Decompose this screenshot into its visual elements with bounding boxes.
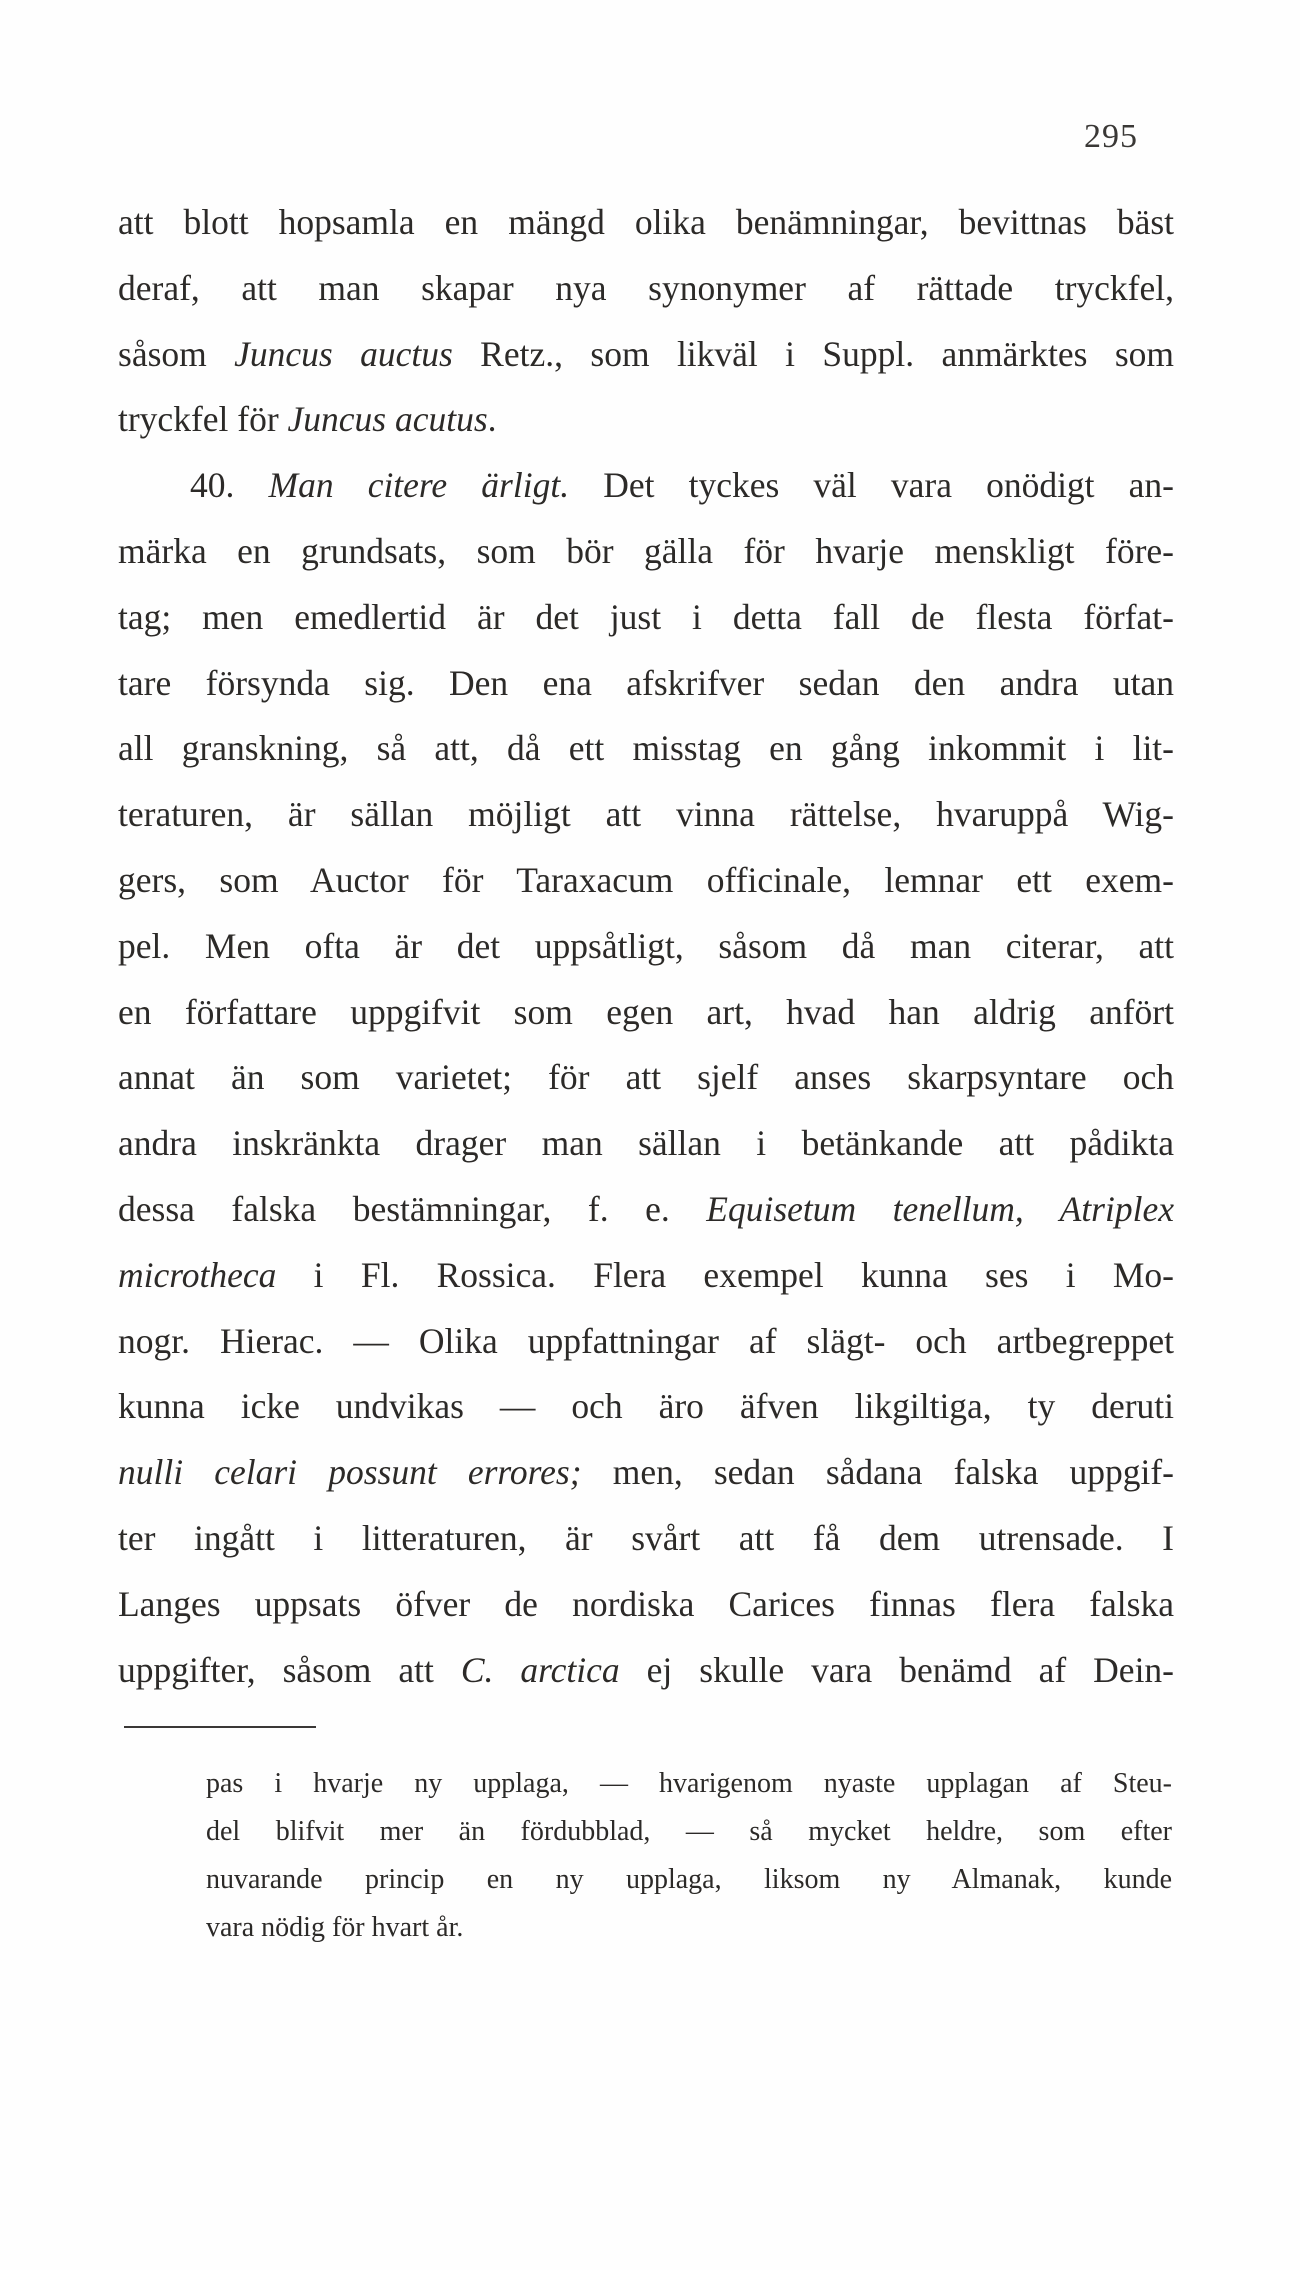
text-line: pel. Men ofta är det uppsåtligt, såsom då man citerar, att — [118, 925, 1174, 966]
footnote-line: vara nödig för hvart år. — [206, 1912, 464, 1943]
footnote-line: pas i hvarje ny upplaga, — hvarigenom nyaste upplagan af Steu- — [206, 1768, 1172, 1799]
text-line: märka en grundsats, som bör gälla för hvarje menskligt före- — [118, 530, 1174, 571]
text-line: uppgifter, såsom att C. arctica ej skulle vara benämd af Dein- — [118, 1649, 1174, 1690]
italic-term: Juncus auctus — [234, 333, 453, 374]
text-line: teraturen, är sällan möjligt att vinna rättelse, hvaruppå Wig- — [118, 794, 1174, 835]
section-heading-line — [118, 453, 1174, 519]
section-heading: Man citere ärligt. — [268, 465, 570, 506]
text-line: annat än som varietet; för att sjelf anses skarpsyntare och — [118, 1057, 1174, 1098]
footnote-line: nuvarande princip en ny upplaga, liksom ny Almanak, kunde — [206, 1864, 1172, 1895]
footnote-line: del blifvit mer än fördubblad, — så mycket heldre, som efter — [206, 1816, 1172, 1847]
text-line: kunna icke undvikas — och äro äfven likgiltiga, ty deruti — [118, 1386, 1174, 1427]
text-line: såsom Juncus auctus Retz., som likväl i Suppl. anmärktes som — [118, 333, 1174, 374]
text-line: Langes uppsats öfver de nordiska Carices finnas flera falska — [118, 1583, 1174, 1624]
text-line: att blott hopsamla en mängd olika benämningar, bevittnas bäst — [118, 202, 1174, 242]
text-line: andra inskränkta drager man sällan i betänkande att pådikta — [118, 1123, 1174, 1164]
footnote-divider — [124, 1726, 316, 1728]
italic-term: Juncus acutus — [287, 399, 488, 440]
text-line: microtheca i Fl. Rossica. Flera exempel kunna ses i Mo- — [118, 1254, 1174, 1295]
text-line: tare försynda sig. Den ena afskrifver sedan den andra utan — [118, 662, 1174, 703]
text-line: nulli celari possunt errores; men, sedan sådana falska uppgif- — [118, 1452, 1174, 1493]
italic-term: nulli celari possunt errores; — [118, 1452, 582, 1493]
text-line: all granskning, så att, då ett misstag en gång inkommit i lit- — [118, 728, 1174, 769]
body-text — [118, 190, 1174, 1703]
text-line: ter ingått i litteraturen, är svårt att få dem utrensade. I — [118, 1517, 1174, 1558]
text-line: nogr. Hierac. — Olika uppfattningar af slägt- och artbegreppet — [118, 1320, 1174, 1361]
page-number: 295 — [1084, 118, 1138, 155]
section-heading-rest: Det tyckes väl vara onödigt an- — [603, 465, 1174, 506]
text-line: en författare uppgifvit som egen art, hvad han aldrig anfört — [118, 991, 1174, 1032]
text-line: tryckfel för Juncus acutus. — [118, 399, 497, 440]
text-line: dessa falska bestämningar, f. e. Equisetum tenellum, Atriplex — [118, 1188, 1174, 1229]
text-line: tag; men emedlertid är det just i detta fall de flesta förfat- — [118, 596, 1174, 637]
text-line: deraf, att man skapar nya synonymer af rättade tryckfel, — [118, 267, 1174, 308]
text-line: gers, som Auctor för Taraxacum officinale, lemnar ett exem- — [118, 859, 1174, 900]
section-number: 40. — [190, 465, 235, 506]
italic-term: C. arctica — [460, 1649, 620, 1690]
italic-term: Equisetum tenellum, Atriplex — [706, 1188, 1174, 1229]
footnote — [206, 1760, 1172, 1952]
italic-term: microtheca — [118, 1254, 277, 1295]
